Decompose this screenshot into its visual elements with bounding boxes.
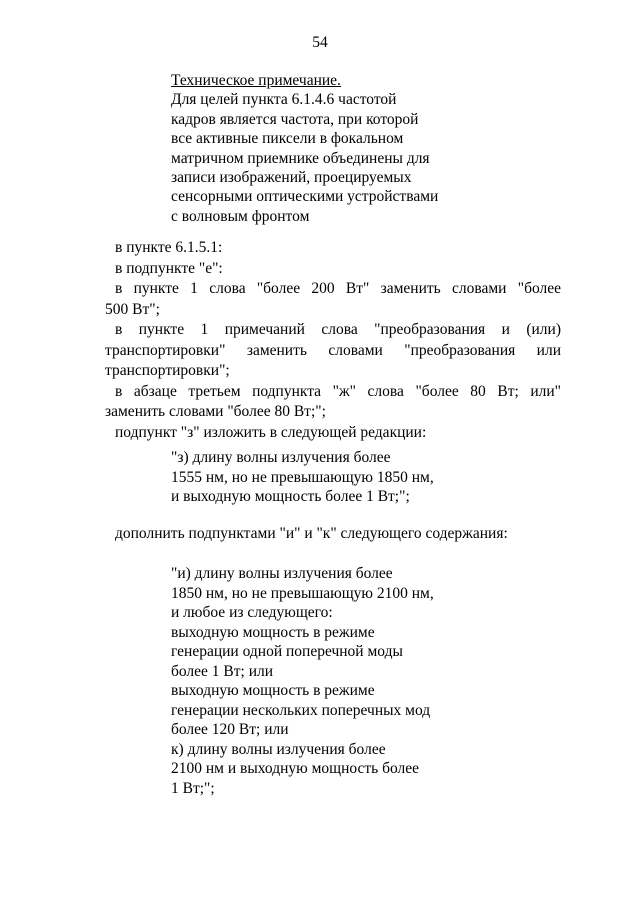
- technical-note-line: записи изображений, проецируемых: [171, 169, 412, 187]
- quote-subpoints-i-k: [171, 564, 491, 798]
- technical-note-line: кадров является частота, при которой: [171, 110, 419, 128]
- supplement-block: [105, 524, 561, 545]
- quote-line: 1555 нм, но не превышающую 1850 нм,: [171, 468, 434, 486]
- quote-line: более 120 Вт; или: [171, 721, 289, 738]
- quote-subpoint-z: [171, 448, 491, 507]
- amendment-2-line-3: транспортировки";: [105, 362, 230, 379]
- quote-line: выходную мощность в режиме: [171, 623, 375, 641]
- amendment-1-line-1: в пункте 1 слова "более 200 Вт" заменить словами "более: [115, 280, 561, 297]
- point-reference: в пункте 6.1.5.1:: [115, 239, 223, 256]
- quote-line: более 1 Вт; или: [171, 662, 274, 680]
- quote-line: и любое из следующего:: [171, 604, 333, 621]
- quote-line: к) длину волны излучения более: [171, 740, 386, 758]
- technical-note-line: все активные пиксели в фокальном: [171, 130, 404, 148]
- amendment-4: подпункт "з" изложить в следующей редакции:: [115, 423, 427, 441]
- quote-line: 1 Вт;";: [171, 779, 215, 797]
- amendments-block: [105, 238, 561, 443]
- supplement-instruction: дополнить подпунктами "и" и "к" следующего содержания:: [115, 525, 508, 542]
- quote-line: "и) длину волны излучения более: [171, 565, 393, 582]
- technical-note: [171, 71, 491, 226]
- amendment-3-line-1: в абзаце третьем подпункта "ж" слова "более 80 Вт; или": [115, 382, 561, 400]
- technical-note-line: сенсорными оптическими устройствами: [171, 188, 439, 206]
- technical-note-line: матричном приемнике объединены для: [171, 149, 430, 167]
- page-number: 54: [312, 34, 328, 51]
- amendment-3-line-2: заменить словами "более 80 Вт;";: [105, 403, 326, 420]
- subpoint-e-reference: в подпункте "е":: [115, 259, 223, 277]
- technical-note-title: Техническое примечание.: [171, 72, 341, 89]
- quote-line: генерации одной поперечной моды: [171, 643, 403, 660]
- quote-line: 1850 нм, но не превышающую 2100 нм,: [171, 584, 434, 602]
- quote-line: "з) длину волны излучения более: [171, 449, 391, 466]
- technical-note-line: Для целей пункта 6.1.4.6 частотой: [171, 91, 397, 109]
- technical-note-line: с волновым фронтом: [171, 207, 310, 225]
- quote-line: выходную мощность в режиме: [171, 682, 375, 699]
- amendment-1-line-2: 500 Вт";: [105, 300, 160, 318]
- quote-line: и выходную мощность более 1 Вт;";: [171, 488, 410, 505]
- amendment-2-line-1: в пункте 1 примечаний слова "преобразования и (или): [115, 321, 561, 338]
- quote-line: 2100 нм и выходную мощность более: [171, 760, 420, 777]
- quote-line: генерации нескольких поперечных мод: [171, 701, 431, 719]
- amendment-2-line-2: транспортировки" заменить словами "преобразования или: [105, 341, 561, 359]
